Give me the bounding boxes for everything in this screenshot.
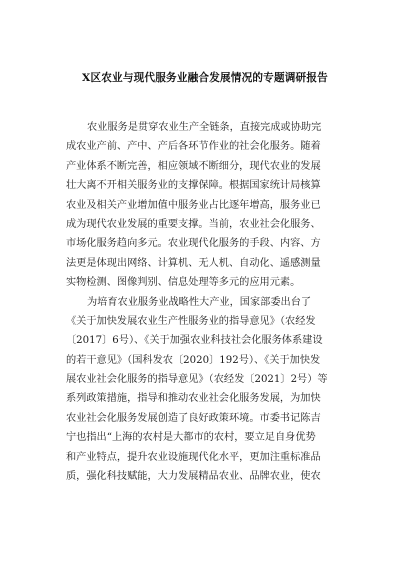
paragraph-line: 展农业社会化服务的指导意见》（农经发〔2021〕2号）等 — [66, 374, 328, 386]
paragraph-line: 成为现代农业发展的重要支撑。当前，农业社会化服务、 — [66, 218, 321, 230]
paragraph-line: 为培育农业服务业战略性大产业，国家部委出台了 — [87, 296, 312, 308]
paragraph-1 — [66, 118, 358, 293]
paragraph-line: 农业服务是贯穿农业生产全链条，直接完成或协助完 — [87, 122, 322, 133]
paragraph-line: 质，强化科技赋能，大力发展精品农业、品牌农业，使农 — [66, 471, 321, 483]
paragraph-line: 法更是体现出网络、计算机、无人机、自动化、遥感测量 — [66, 257, 321, 269]
paragraph-line: 实物检测、图像判别、信息处理等多元的应用元素。 — [66, 277, 301, 289]
paragraph-line: 《关于加快发展农业生产性服务业的指导意见》（农经发 — [66, 315, 316, 327]
paragraph-line: 农业社会化服务发展创造了良好政策环境。市委书记陈吉 — [66, 412, 321, 424]
report-title: X区农业与现代服务业融合发展情况的专题调研报告 — [82, 72, 328, 84]
paragraph-line: 和产业特点，提升农业设施现代化水平，更加注重标准品 — [66, 451, 321, 463]
paragraph-line: 〔2017〕6号）、《关于加强农业科技社会化服务体系建设 — [66, 335, 323, 347]
paragraph-line: 产业体系不断完善，相应领域不断细分，现代农业的发展 — [66, 160, 321, 172]
report-body — [66, 118, 358, 486]
paragraph-line: 市场化服务趋向多元。农业现代化服务的手段、内容、方 — [66, 238, 321, 250]
paragraph-line: 的若干意见》（国科发农〔2020〕192号）、《关于加快发 — [66, 354, 321, 366]
paragraph-line: 壮大离不开相关服务业的支撑保障。根据国家统计局核算 — [66, 180, 321, 192]
paragraph-line: 系列政策措施，指导和推动农业社会化服务发展，为加快 — [66, 393, 321, 405]
paragraph-line: 农业及相关产业增加值中服务业占比逐年增高，服务业已 — [66, 199, 321, 211]
paragraph-line: 成农业产前、产中、产后各环节作业的社会化服务。随着 — [66, 141, 321, 153]
paragraph-2 — [66, 293, 358, 487]
paragraph-line: 宁也指出“上海的农村是大都市的农村，要立足自身优势 — [66, 432, 316, 444]
